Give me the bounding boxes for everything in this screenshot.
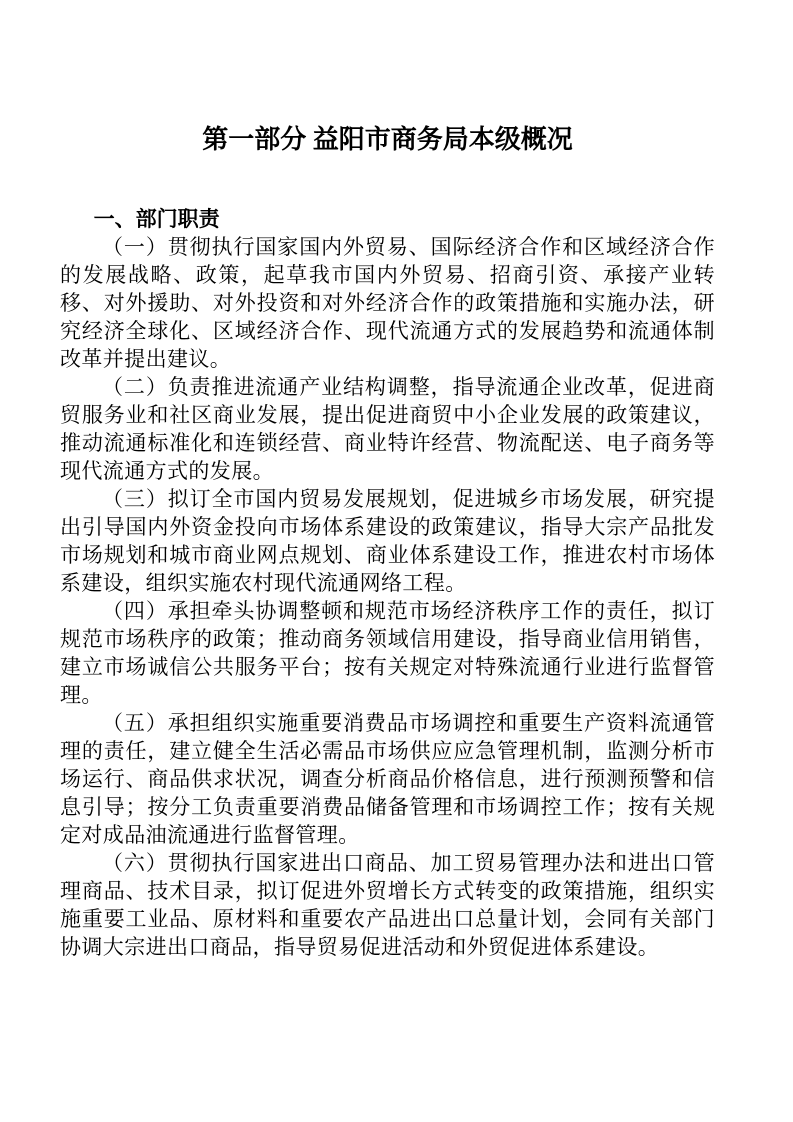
paragraph-3: （三）拟订全市国内贸易发展规划，促进城乡市场发展，研究提出引导国内外资金投向市场体系建设的政策建议，指导大宗产品批发市场规划和城市商业网点规划、商业体系建设工作，推进农村市场体系建设，组织实施农村现代流通网络工程。 xyxy=(60,487,715,595)
paragraph-2: （二）负责推进流通产业结构调整，指导流通企业改革，促进商贸服务业和社区商业发展，提出促进商贸中小企业发展的政策建议，推动流通标准化和连锁经营、商业特许经营、物流配送、电子商务等现代流通方式的发展。 xyxy=(60,375,715,483)
paragraph-6: （六）贯彻执行国家进出口商品、加工贸易管理办法和进出口管理商品、技术目录，拟订促进外贸增长方式转变的政策措施，组织实施重要工业品、原材料和重要农产品进出口总量计划，会同有关部门协调大宗进出口商品，指导贸易促进活动和外贸促进体系建设。 xyxy=(60,851,715,959)
paragraph-1: （一）贯彻执行国家国内外贸易、国际经济合作和区域经济合作的发展战略、政策，起草我市国内外贸易、招商引资、承接产业转移、对外援助、对外投资和对外经济合作的政策措施和实施办法，研究经济全球化、区域经济合作、现代流通方式的发展趋势和流通体制改革并提出建议。 xyxy=(60,235,715,371)
document-title: 第一部分 益阳市商务局本级概况 xyxy=(202,125,573,154)
paragraph-4: （四）承担牵头协调整顿和规范市场经济秩序工作的责任，拟订规范市场秩序的政策；推动商务领域信用建设，指导商业信用销售，建立市场诚信公共服务平台；按有关规定对特殊流通行业进行监督管理。 xyxy=(60,599,715,707)
section-heading: 一、部门职责 xyxy=(93,207,220,231)
section-department-duties xyxy=(60,205,715,961)
paragraph-5: （五）承担组织实施重要消费品市场调控和重要生产资料流通管理的责任，建立健全生活必需品市场供应应急管理机制，监测分析市场运行、商品供求状况，调查分析商品价格信息，进行预测预警和信息引导；按分工负责重要消费品储备管理和市场调控工作；按有关规定对成品油流通进行监督管理。 xyxy=(60,711,715,847)
